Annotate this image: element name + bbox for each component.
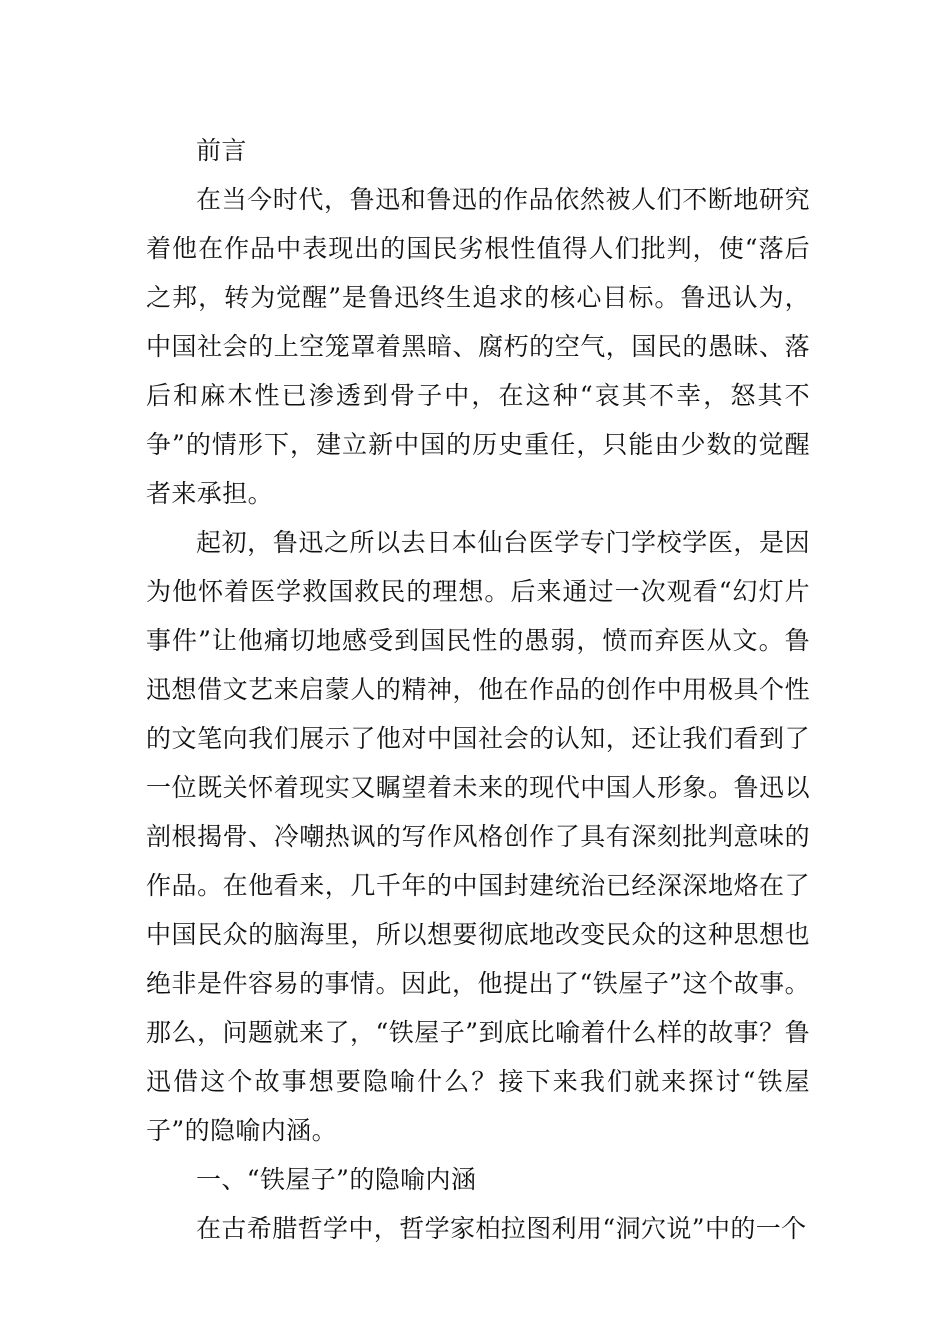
paragraph-background: 起初，鲁迅之所以去日本仙台医学专门学校学医，是因为他怀着医学救国救民的理想。后来通过一次观看“幻灯片事件”让他痛切地感受到国民性的愚弱，愤而弃医从文。鲁迅想借文艺来启蒙人的精神，他在作品的创作中用极具个性的文笔向我们展示了他对中国社会的认知，还让我们看到了一位既关怀着现实又瞩望着未来的现代中国人形象。鲁迅以剖根揭骨、冷嘲热讽的写作风格创作了具有深刻批判意味的作品。在他看来，几千年的中国封建统治已经深深地烙在了中国民众的脑海里，所以想要彻底地改变民众的这种思想也绝非是件容易的事情。因此，他提出了“铁屋子”这个故事。那么，问题就来了，“铁屋子”到底比喻着什么样的故事？鲁迅借这个故事想要隐喻什么？接下来我们就来探讨“铁屋子”的隐喻内涵。 xyxy=(146,528,810,1145)
document-body xyxy=(146,126,810,1253)
section-heading: 一、“铁屋子”的隐喻内涵 xyxy=(196,1165,477,1194)
paragraph-intro: 在当今时代，鲁迅和鲁迅的作品依然被人们不断地研究着他在作品中表现出的国民劣根性值得人们批判，使“落后之邦，转为觉醒”是鲁迅终生追求的核心目标。鲁迅认为，中国社会的上空笼罩着黑暗、腐朽的空气，国民的愚昧、落后和麻木性已渗透到骨子中，在这种“哀其不幸，怒其不争”的情形下，建立新中国的历史重任，只能由少数的觉醒者来承担。 xyxy=(146,185,810,508)
preface-title: 前言 xyxy=(196,136,247,165)
paragraph-section-start: 在古希腊哲学中，哲学家柏拉图利用“洞穴说”中的一个 xyxy=(196,1214,807,1243)
